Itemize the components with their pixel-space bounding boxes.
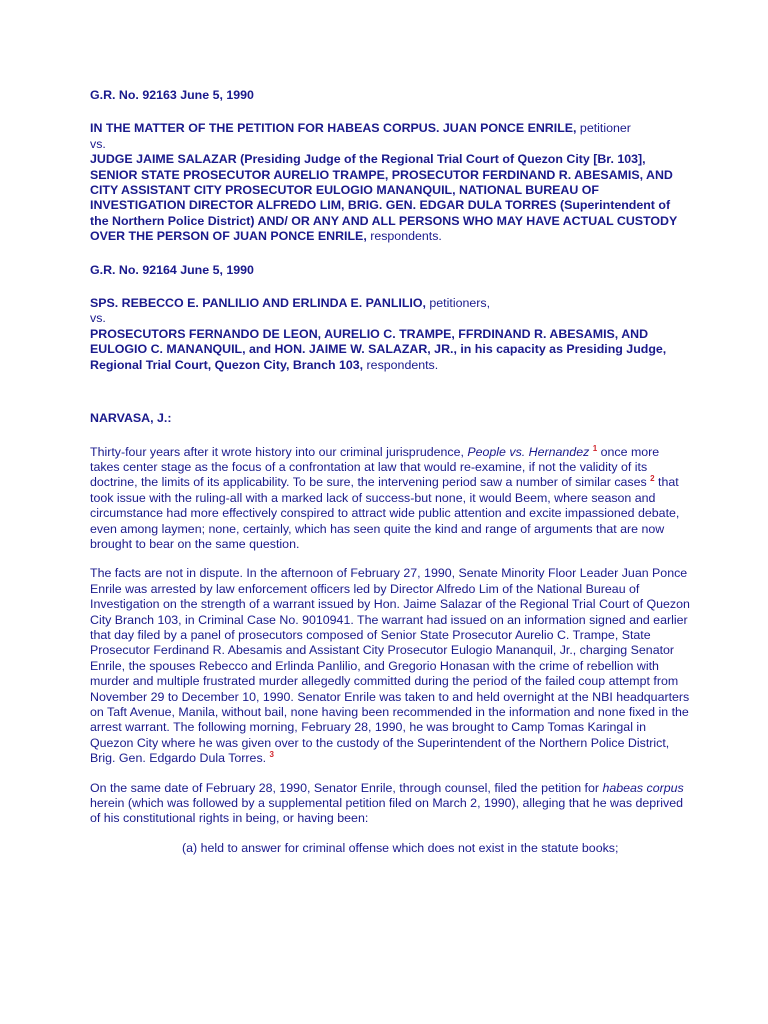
- case-number-2: G.R. No. 92164 June 5, 1990: [90, 262, 254, 277]
- footnote-3[interactable]: 3: [269, 750, 274, 760]
- case-caption-2: [90, 296, 690, 373]
- paragraph-1-text-a: Thirty-four years after it wrote history into our criminal jurisprudence,: [90, 444, 468, 459]
- list-item-a: (a) held to answer for criminal offense which does not exist in the statute books;: [182, 840, 619, 855]
- paragraph-3: [90, 781, 690, 827]
- respondents-role-2: respondents.: [363, 357, 439, 372]
- respondents-1: JUDGE JAIME SALAZAR (Presiding Judge of the Regional Trial Court of Quezon City [Br. 103], SENIOR STATE PROSECUTOR AURELIO TRAMPE, PROSECUTOR FERDINAND R. ABESAMIS, AND CITY ASSISTANT CITY PROSECUTOR EULOGIO MANANQUIL, NATIONAL BUREAU OF INVESTIGATION DIRECTOR ALFREDO LIM, BRIG. GEN. EDGAR DULA TORRES (Superintendent of the Northern Police District) AND/ OR ANY AND ALL PERSONS WHO MAY HAVE ACTUAL CUSTODY OVER THE PERSON OF JUAN PONCE ENRILE,: [90, 152, 678, 244]
- versus-2: vs.: [90, 311, 106, 326]
- petition-title-1: IN THE MATTER OF THE PETITION FOR HABEAS CORPUS. JUAN PONCE ENRILE,: [90, 121, 577, 136]
- paragraph-1-text-b: once more takes center stage as the focus of a confrontation at law that would re-examine, if not the validity of its doctrine, the limits of its applicability. To be sure, the intervening period saw a number of similar cases: [90, 444, 660, 490]
- paragraph-3-text-a: On the same date of February 28, 1990, Senator Enrile, through counsel, filed the petition for: [90, 780, 603, 795]
- paragraph-2: [90, 566, 690, 766]
- petitioner-role-1: petitioner: [576, 121, 631, 136]
- habeas-corpus-term: habeas corpus: [602, 780, 684, 795]
- case-caption-1: [90, 121, 690, 244]
- petition-title-2: SPS. REBECCO E. PANLILIO AND ERLINDA E. PANLILIO,: [90, 296, 426, 311]
- footnote-2[interactable]: 2: [650, 474, 655, 484]
- paragraph-3-text-b: herein (which was followed by a supplemental petition filed on March 2, 1990), alleging that he was deprived of his constitutional rights in being, or having been:: [90, 796, 684, 826]
- case-number-1: G.R. No. 92163 June 5, 1990: [90, 88, 254, 102]
- paragraph-2-text: The facts are not in dispute. In the afternoon of February 27, 1990, Senate Minority Floor Leader Juan Ponce Enrile was arrested by law enforcement officers led by Director Alfredo Lim of the National Bureau of Investigation on the strength of a warrant issued by Hon. Jaime Salazar of the Regional Trial Court of Quezon City Branch 103, in Criminal Case No. 9010941. The warrant had issued on an information signed and earlier that day filed by a panel of prosecutors composed of Senior State Prosecutor Aurelio C. Trampe, State Prosecutor Ferdinand R. Abesamis and Assistant City Prosecutor Eulogio Mananquil, Jr., charging Senator Enrile, the spouses Rebecco and Erlinda Panlilio, and Gregorio Honasan with the crime of rebellion with murder and multiple frustrated murder allegedly committed during the period of the failed coup attempt from November 29 to December 10, 1990. Senator Enrile was taken to and held overnight at the NBI headquarters on Taft Avenue, Manila, without bail, none having been recommended in the information and none fixed in the arrest warrant. The following morning, February 28, 1990, he was brought to Camp Tomas Karingal in Quezon City where he was given over to the custody of the Superintendent of the Northern Police District, Brig. Gen. Edgardo Dula Torres.: [90, 566, 690, 766]
- petitioner-role-2: petitioners,: [425, 296, 491, 311]
- respondents-role-1: respondents.: [366, 229, 442, 244]
- paragraph-1-text-c: that took issue with the ruling-all with a marked lack of success-but none, it would Beem, where season and circumstance had more effectively conspired to attract wide public attention and excite impassioned debate, even among laymen; none, certainly, which has seen quite the kind and range of arguments that are now brought to bear on the same question.: [90, 475, 680, 551]
- document-page: [90, 88, 690, 856]
- respondents-2: PROSECUTORS FERNANDO DE LEON, AURELIO C. TRAMPE, FFRDINAND R. ABESAMIS, AND EULOGIO C. MANANQUIL, and HON. JAIME W. SALAZAR, JR., in his capacity as Presiding Judge, Regional Trial Court, Quezon City, Branch 103,: [90, 326, 667, 372]
- versus-1: vs.: [90, 136, 106, 151]
- ponente: NARVASA, J.:: [90, 411, 172, 426]
- footnote-1[interactable]: 1: [592, 443, 598, 453]
- paragraph-1: [90, 445, 690, 553]
- case-citation: People vs. Hernandez: [467, 444, 590, 459]
